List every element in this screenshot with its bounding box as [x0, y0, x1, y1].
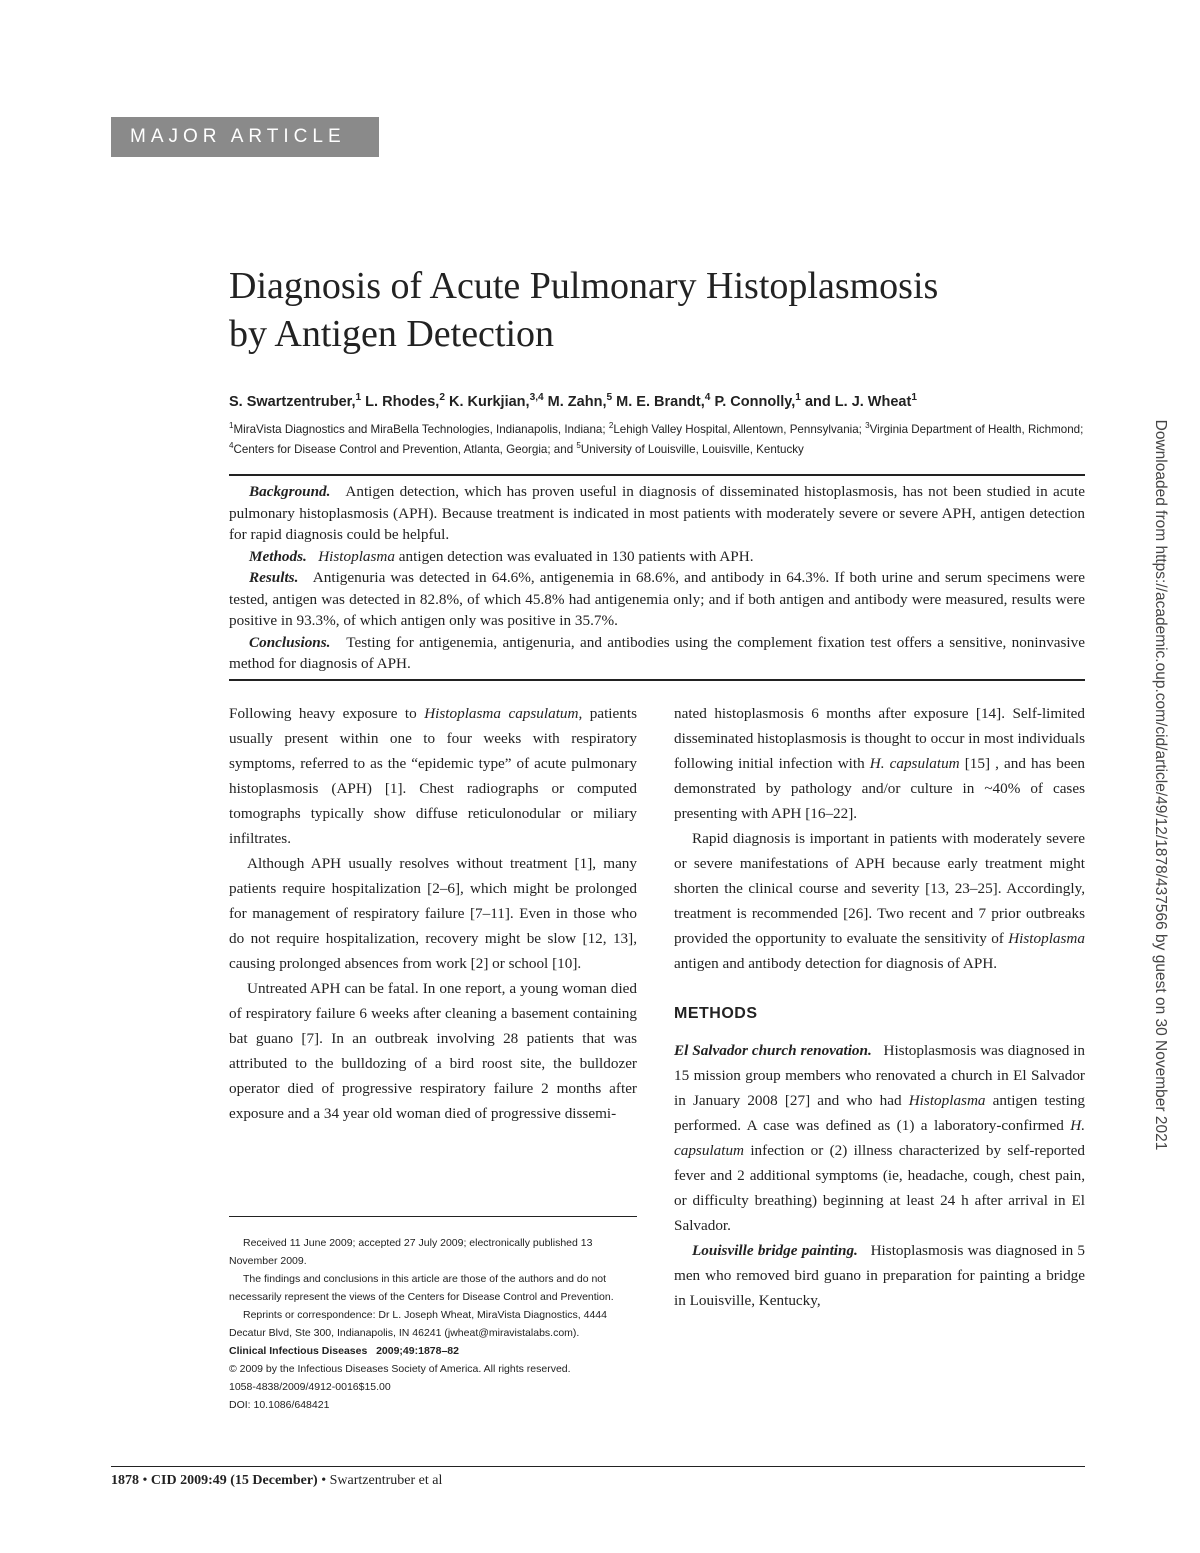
abstract-label: Background. — [249, 483, 331, 500]
footnotes — [229, 1234, 637, 1414]
author-affil-sup: 1 — [795, 392, 801, 404]
run-in-heading: El Salvador church renovation. — [674, 1042, 872, 1059]
italic-run: H. capsulatum — [869, 755, 960, 772]
body-column-right — [674, 701, 1085, 1313]
section-heading-methods: METHODS — [674, 1005, 758, 1022]
author: P. Connolly, — [710, 394, 796, 410]
author: and L. J. Wheat — [800, 394, 912, 410]
affil-sup: 3 — [865, 421, 870, 431]
paragraph — [674, 1238, 1085, 1313]
separator: • — [139, 1473, 151, 1488]
footnote-copyright: © 2009 by the Infectious Diseases Society of America. All rights reserved. — [229, 1363, 571, 1375]
affil-sup: 5 — [576, 441, 581, 451]
text-run: antigen and antibody detection for diagnosis of APH. — [674, 955, 998, 972]
page-number: 1878 — [111, 1473, 139, 1488]
author-affil-sup: 5 — [606, 392, 613, 404]
paragraph — [229, 701, 637, 851]
article-type-badge: MAJOR ARTICLE — [111, 117, 379, 157]
footer-rule — [111, 1466, 1085, 1467]
abstract-text: antigen detection was evaluated in 130 patients with APH. — [395, 547, 754, 565]
author-affil-sup: 3,4 — [529, 392, 544, 404]
title-line-1: Diagnosis of Acute Pulmonary Histoplasmosis — [229, 265, 939, 307]
author: S. Swartzentruber, — [229, 394, 356, 410]
affiliation: University of Louisville, Louisville, Kentucky — [580, 443, 804, 456]
body-column-left — [229, 701, 637, 1126]
separator: • — [317, 1473, 330, 1488]
abstract-label: Results. — [249, 569, 299, 586]
italic-run: Histoplasma — [908, 1092, 986, 1109]
affiliation: MiraVista Diagnostics and MiraBella Technologies, Indianapolis, Indiana; — [233, 423, 609, 436]
affiliation: Centers for Disease Control and Prevention, Atlanta, Georgia; and — [233, 443, 577, 456]
download-watermark — [1130, 400, 1190, 1170]
abstract-background — [229, 481, 1085, 546]
abstract-top-rule — [229, 474, 1085, 476]
text-run: antigen testing performed. A case was defined as (1) a laboratory-confirmed — [674, 1092, 1085, 1134]
author-affil-sup: 1 — [911, 392, 917, 404]
text-run: patients usually present within one to four weeks with respiratory symptoms, referred to as the “epidemic type” of acute pulmonary histoplasmosis (APH) [1]. Chest radiographs or computed tomographs typically show diffuse reticulonodular or miliary infiltrates. — [229, 705, 637, 847]
article-title — [229, 262, 1109, 358]
abstract-text: Antigenuria was detected in 64.6%, antigenemia in 68.6%, and antibody in 64.3%. If both urine and serum specimens were tested, antigen was detected in 82.8%, of which 45.8% had antigenemia only; and if both antigen and antibody were measured, results were positive in 93.3%, of which antigen only was positive in 35.7%. — [229, 569, 1085, 629]
text-run: [15] , and has been demonstrated by pathology and/or culture in ~40% of cases presenting with APH [16–22]. — [674, 755, 1085, 822]
abstract — [229, 481, 1085, 675]
italic-run: Histoplasma — [1008, 930, 1085, 947]
author: L. Rhodes, — [361, 394, 440, 410]
text-run: nated histoplasmosis 6 months after exposure [14]. Self-limited disseminated histoplasmosis is thought to occur in most individuals following initial infection with — [674, 705, 1085, 772]
text-run: Rapid diagnosis is important in patients with moderately severe or severe manifestations of APH because early treatment might shorten the clinical course and severity [13, 23–25]. Accordingly, treatment is recommended [26]. Two recent and 7 prior outbreaks provided the opportunity to evaluate the sensitivity of — [674, 830, 1085, 947]
download-watermark-text: Downloaded from https://academic.oup.com/cid/article/49/12/1878/437566 by guest on 30 November 2021 — [1152, 419, 1169, 1151]
journal-name: Clinical Infectious Diseases — [229, 1345, 368, 1357]
running-authors: Swartzentruber et al — [329, 1473, 443, 1488]
text-run: Following heavy exposure to — [229, 705, 425, 722]
affiliations — [229, 420, 1089, 460]
journal-issue: CID 2009:49 (15 December) — [150, 1473, 318, 1488]
abstract-text: Antigen detection, which has proven useful in diagnosis of disseminated histoplasmosis, has not been studied in acute pulmonary histoplasmosis (APH). Because treatment is indicated in most patients with moderately severe or severe APH, antigen detection for rapid diagnosis could be helpful. — [229, 483, 1085, 543]
affil-sup: 2 — [608, 421, 614, 431]
text-run: Histoplasmosis was diagnosed in 5 men who removed bird guano in preparation for painting a bridge in Louisville, Kentucky, — [674, 1242, 1085, 1309]
paragraph — [674, 1038, 1085, 1238]
footnote-doi: DOI: 10.1086/648421 — [229, 1399, 330, 1411]
author-list — [229, 394, 1109, 410]
abstract-conclusions — [229, 632, 1085, 675]
footnote-issn: 1058-4838/2009/4912-0016$15.00 — [229, 1381, 391, 1393]
affil-sup: 1 — [229, 421, 234, 431]
italic-run: Histoplasma capsulatum, — [424, 705, 583, 722]
affiliation: Lehigh Valley Hospital, Allentown, Pennsylvania; — [613, 423, 866, 436]
paragraph: Untreated APH can be fatal. In one report, a young woman died of respiratory failure 6 weeks after cleaning a basement containing bat guano [7]. In an outbreak involving 28 patients that was attributed to the bulldozing of a bird roost site, the bulldozer operator died of progressive respiratory failure 2 months after exposure and a 34 year old woman died of progressive dissemi- — [229, 980, 637, 1122]
title-line-2: by Antigen Detection — [229, 313, 555, 355]
author: M. E. Brandt, — [612, 394, 705, 410]
abstract-label: Methods. — [249, 547, 307, 565]
author-affil-sup: 1 — [355, 392, 362, 404]
author-affil-sup: 2 — [439, 392, 445, 404]
journal-citation: 2009;49:1878–82 — [376, 1345, 459, 1357]
footnote-journal — [229, 1342, 637, 1360]
affil-sup: 4 — [229, 441, 234, 451]
author: M. Zahn, — [543, 394, 607, 410]
run-in-heading: Louisville bridge painting. — [692, 1242, 858, 1259]
paragraph — [674, 701, 1085, 826]
footnote-rule — [229, 1216, 637, 1217]
text-run: Histoplasmosis was diagnosed in 15 mission group members who renovated a church in El Salvador in January 2008 [27] and who had — [674, 1042, 1086, 1109]
footnote-reprints: Reprints or correspondence: Dr L. Joseph Wheat, MiraVista Diagnostics, 4444 Decatur Blvd, Ste 300, Indianapolis, IN 46241 (jwheat@miravistalabs.com). — [229, 1309, 607, 1339]
italic-run: H. capsulatum — [674, 1117, 1085, 1159]
running-footer — [111, 1473, 442, 1489]
text-run: infection or (2) illness characterized by self-reported fever and 2 additional symptoms (ie, headache, cough, chest pain, or difficulty breathing) beginning at least 24 h after arrival in El Salvador. — [674, 1142, 1085, 1234]
abstract-bottom-rule — [229, 679, 1085, 681]
abstract-italic: Histoplasma — [318, 547, 395, 565]
author: K. Kurkjian, — [444, 394, 530, 410]
abstract-methods — [229, 546, 1085, 568]
paragraph — [674, 826, 1085, 976]
abstract-label: Conclusions. — [249, 633, 331, 651]
footnote-received: Received 11 June 2009; accepted 27 July 2009; electronically published 13 November 2009. — [229, 1237, 593, 1267]
author-affil-sup: 4 — [704, 392, 711, 404]
footnote-disclaimer: The findings and conclusions in this article are those of the authors and do not necessarily represent the views of the Centers for Disease Control and Prevention. — [229, 1273, 614, 1303]
paragraph: Although APH usually resolves without treatment [1], many patients require hospitalization [2–6], which might be prolonged for management of respiratory failure [7–11]. Even in those who do not require hospitalization, recovery might be slow [12, 13], causing prolonged absences from work [2] or school [10]. — [229, 855, 637, 972]
affiliation: Virginia Department of Health, Richmond; — [869, 423, 1084, 436]
abstract-text: Testing for antigenemia, antigenuria, and antibodies using the complement fixation test offers a sensitive, noninvasive method for diagnosis of APH. — [229, 633, 1085, 672]
abstract-results — [229, 567, 1085, 632]
